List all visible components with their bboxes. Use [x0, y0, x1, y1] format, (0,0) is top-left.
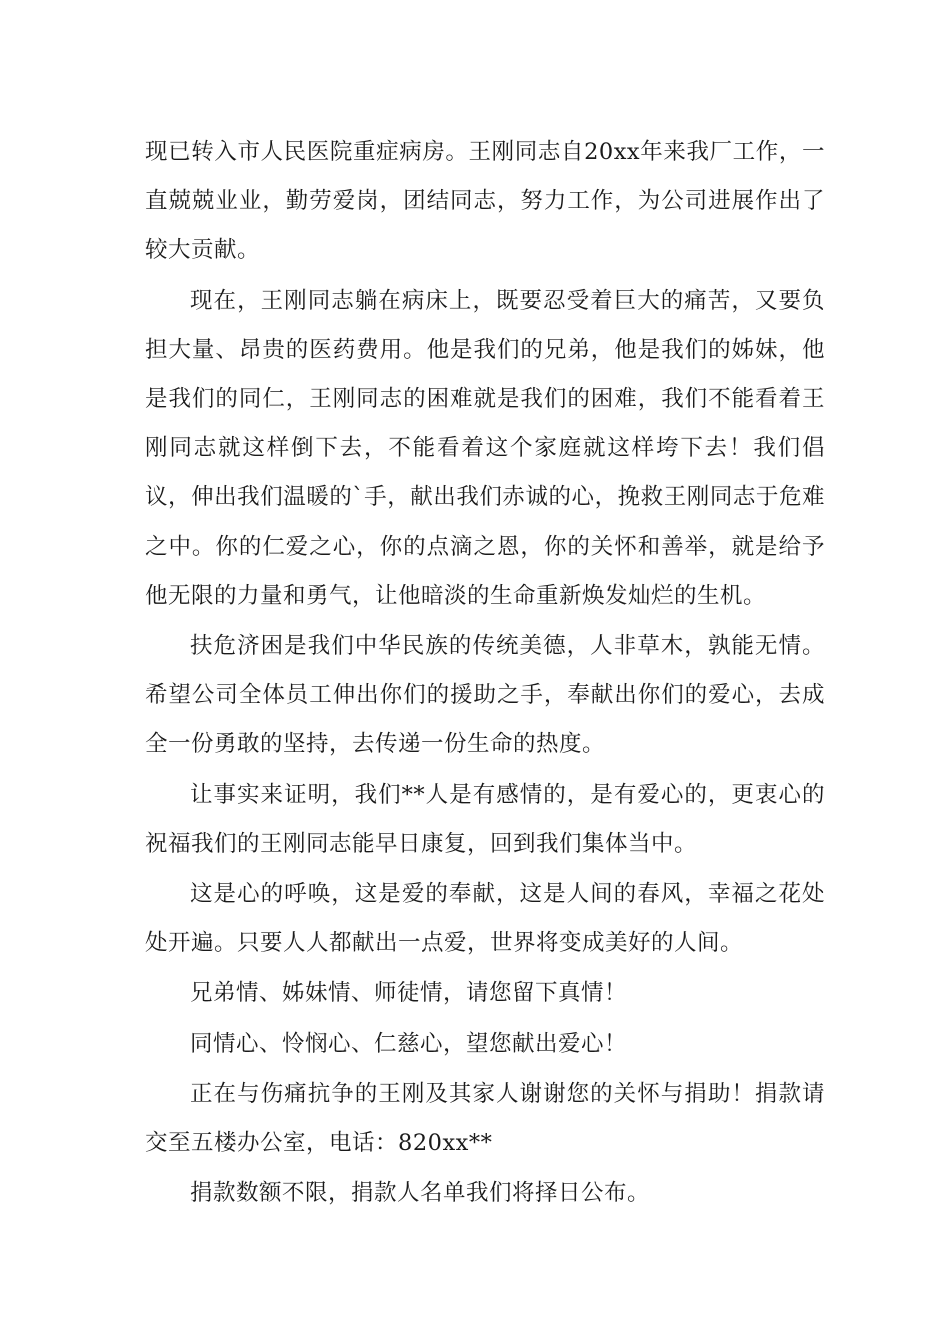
paragraph-4: 让事实来证明，我们**人是有感情的，是有爱心的，更衷心的祝福我们的王刚同志能早日康复，回到我们集体当中。 — [145, 781, 825, 857]
paragraph-7: 同情心、怜悯心、仁慈心，望您献出爱心！ — [190, 1030, 628, 1057]
paragraph-8: 正在与伤痛抗争的王刚及其家人谢谢您的关怀与捐助！捐款请交至五楼办公室，电话：820xx** — [145, 1080, 825, 1157]
paragraph-6: 兄弟情、姊妹情、师徒情，请您留下真情！ — [190, 980, 628, 1007]
paragraph-9: 捐款数额不限，捐款人名单我们将择日公布。 — [190, 1180, 651, 1207]
paragraph-2: 现在，王刚同志躺在病床上，既要忍受着巨大的痛苦，又要负担大量、昂贵的医药费用。他是我们的兄弟，他是我们的姊妹，他是我们的同仁，王刚同志的困难就是我们的困难，我们不能看着王刚同志就这样倒下去，不能看着这个家庭就这样垮下去！我们倡议，伸出我们温暖的`手，献出我们赤诚的心，挽救王刚同志于危难之中。你的仁爱之心，你的点滴之恩，你的关怀和善举，就是给予他无限的力量和勇气，让他暗淡的生命重新焕发灿烂的生机。 — [145, 287, 825, 609]
paragraph-5: 这是心的呼唤，这是爱的奉献，这是人间的春风，幸福之花处处开遍。只要人人都献出一点爱，世界将变成美好的人间。 — [145, 881, 825, 957]
paragraph-3: 扶危济困是我们中华民族的传统美德，人非草木，孰能无情。希望公司全体员工伸出你们的援助之手，奉献出你们的爱心，去成全一份勇敢的坚持，去传递一份生命的热度。 — [145, 633, 825, 758]
document-body — [145, 128, 825, 1219]
paragraph-1: 现已转入市人民医院重症病房。王刚同志自20xx年来我厂工作，一直兢兢业业，勤劳爱岗，团结同志，努力工作，为公司进展作出了较大贡献。 — [145, 139, 825, 264]
